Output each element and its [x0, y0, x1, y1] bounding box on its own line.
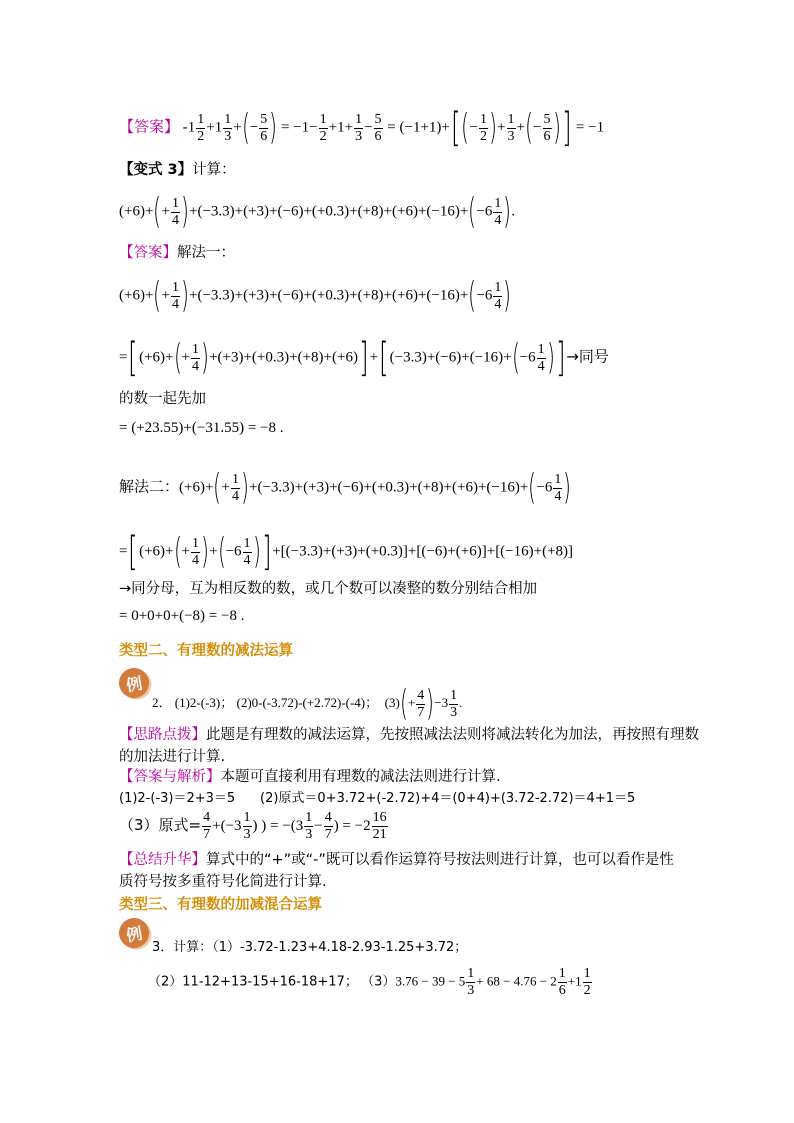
fraction: $\frac{1}{3}$ — [224, 111, 232, 144]
math-term: -1 — [182, 119, 196, 136]
example-3-line-1: 3．计算：（1）-3.72-1.23+4.18-2.93-1.25+3.72； — [152, 940, 468, 955]
fraction: $\frac{1}{4}$ — [171, 195, 179, 228]
hint-paragraph-cont: 的加法进行计算. — [119, 749, 226, 765]
hint-tag: 【思路点拨】 — [119, 727, 206, 743]
method-1-note: 的数一起先加 — [119, 391, 206, 407]
summary-paragraph-cont: 质符号按多重符号化简进行计算. — [119, 874, 327, 890]
calc-line-1-2 — [119, 789, 635, 809]
example-badge: 例 — [117, 916, 152, 951]
example-3-line-2: （2）11-12+13-15+16-18+17； （3）3.76 − 39 − 5 $\frac{1}{3}$ + 68 − 4.76 − 2 $\frac{1}{6}$ +1 $\frac{1}{2}$ — [148, 966, 591, 998]
example-badge: 例 — [117, 666, 152, 701]
method-2-result: = 0+0+0+(−8) = −8 . — [119, 608, 245, 624]
analysis-tag: 【答案与解析】 — [119, 769, 221, 785]
fraction: $\frac{1}{4}$ — [494, 195, 502, 228]
section-heading-type-2: 类型二、有理数的减法运算 — [119, 643, 293, 659]
answer-tag: 【答案】 — [119, 117, 180, 136]
fraction: $\frac{1}{2}$ — [319, 111, 327, 144]
section-heading-type-3: 类型三、有理数的加减混合运算 — [119, 897, 322, 913]
answer-2-heading — [119, 243, 235, 263]
answer-1-line: 【答案】 -1 $\frac{1}{2}$ +1 $\frac{1}{3}$ +(− $\frac{5}{6}$ ) = −1− $\frac{1}{2}$ +1+ $\frac{1}{3}$ − $\frac{5}{6}$ = (−1+1)+[(− $\frac{1}{2}$ )+ $\frac{1}{3}$ +(− $\frac{5}{6}$ )] = −1 — [119, 105, 605, 151]
variant-3-heading — [119, 160, 236, 180]
variant-tag: 【变式 3】 — [119, 162, 193, 178]
method-1-expression: (+6)+(+ $\frac{1}{4}$ )+(−3.3)+(+3)+(−6)+(+0.3)+(+8)+(+6)+(−16)+(−6 $\frac{1}{4}$ ) — [119, 275, 512, 316]
method-1-result: = (+23.55)+(−31.55) = −8 . — [119, 420, 284, 436]
answer-tag: 【答案】 — [119, 245, 177, 261]
example-2-problem: 2． (1)2-(-3)； (2)0-(-3.72)-(+2.72)-(-4)； (3)(+ $\frac{4}{7}$ )−3 $\frac{1}{3}$ . — [152, 683, 463, 724]
fraction: $\frac{1}{3}$ — [355, 111, 363, 144]
method-2-note: →同分母，互为相反数的数，或几个数可以凑整的数分别结合相加 — [119, 581, 538, 597]
method-1-grouping: =[(+6)+(+ $\frac{1}{4}$ )+(+3)+(+0.3)+(+8)+(+6)]+[(−3.3)+(−6)+(−16)+(−6 $\frac{1}{4}$ )]→同号 — [119, 335, 609, 381]
method-2-expression: 解法二：(+6)+(+ $\frac{1}{4}$ )+(−3.3)+(+3)+(−6)+(+0.3)+(+8)+(+6)+(−16)+(−6 $\frac{1}{4}$ ) — [119, 467, 572, 508]
analysis-paragraph: 【答案与解析】本题可直接利用有理数的减法法则进行计算. — [119, 769, 501, 785]
method-2-grouping: =[(+6)+(+ $\frac{1}{4}$ )+(−6 $\frac{1}{4}$ )]+[(−3.3)+(+3)+(+0.3)]+[(−6)+(+6)]+[(−16)+(+8)] — [119, 529, 574, 575]
calc-1: (1)2-(-3)＝2+3＝5 — [119, 791, 236, 806]
fraction: $\frac{5}{6}$ — [374, 111, 382, 144]
summary-tag: 【总结升华】 — [119, 852, 206, 868]
variant-text: 计算： — [192, 162, 236, 178]
annotation: →同号 — [566, 347, 609, 366]
fraction: $\frac{1}{2}$ — [197, 111, 205, 144]
summary-paragraph: 【总结升华】算式中的“+”或“-”既可以看作运算符号按法则进行计算，也可以看作是性 — [119, 852, 674, 868]
fraction: $\frac{5}{6}$ — [260, 111, 268, 144]
calc-line-3: （3）原式= $\frac{4}{7}$ +(−3 $\frac{1}{3}$ ) ) = −(3 $\frac{1}{3}$ − $\frac{4}{7}$ ) = −2 $\frac{16}{21}$ — [119, 810, 387, 842]
hint-paragraph: 【思路点拨】此题是有理数的减法运算，先按照减法法则将减法转化为加法，再按照有理数 — [119, 727, 699, 743]
method-label: 解法一： — [177, 245, 235, 261]
variant-3-expression: (+6)+(+ $\frac{1}{4}$ )+(−3.3)+(+3)+(−6)+(+0.3)+(+8)+(+6)+(−16)+(−6 $\frac{1}{4}$ ). — [119, 191, 516, 232]
calc-2: (2)原式＝0+3.72+(-2.72)+4＝(0+4)+(3.72-2.72)＝4+1＝5 — [260, 791, 636, 806]
method-label: 解法二： — [119, 477, 180, 496]
